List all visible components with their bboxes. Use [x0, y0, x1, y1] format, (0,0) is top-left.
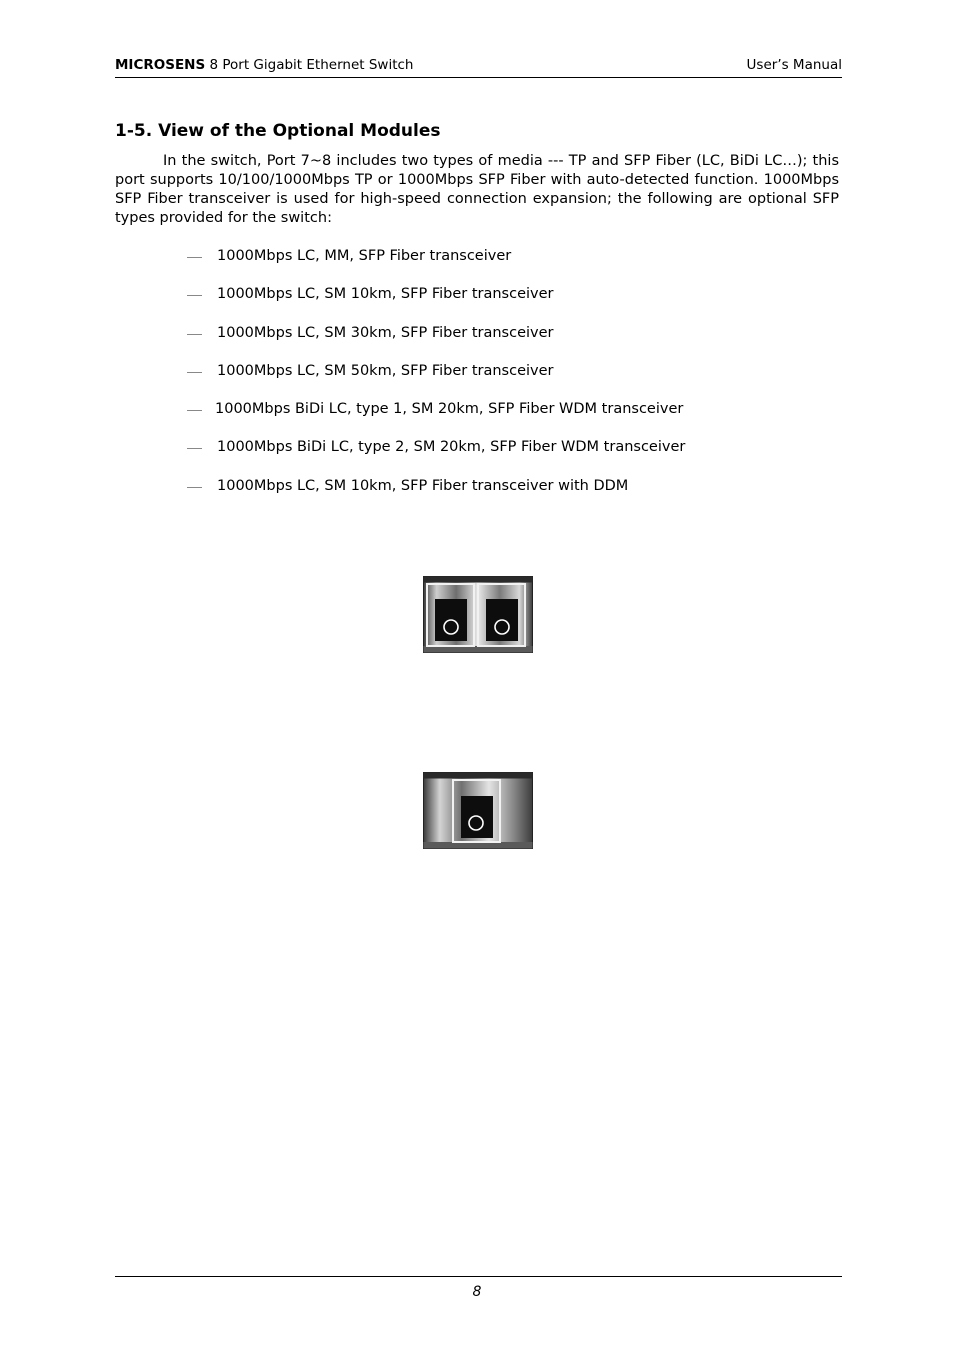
list-item-text: 1000Mbps LC, SM 30km, SFP Fiber transceiver: [217, 324, 554, 341]
bidi-lc-sfp-module-image: [423, 772, 533, 849]
footer-divider: [115, 1276, 842, 1277]
dash-bullet-icon: [187, 257, 202, 258]
dual-lc-sfp-module-image: [423, 576, 533, 653]
dash-bullet-icon: [187, 487, 202, 488]
header-title: [115, 57, 413, 73]
list-item-text: 1000Mbps LC, MM, SFP Fiber transceiver: [217, 248, 512, 264]
list-item-text: 1000Mbps BiDi LC, type 1, SM 20km, SFP Fiber WDM transceiver: [215, 401, 684, 418]
dash-bullet-icon: [187, 295, 202, 296]
list-item-text: 1000Mbps BiDi LC, type 2, SM 20km, SFP Fiber WDM transceiver: [217, 439, 686, 456]
dash-bullet-icon: [187, 334, 202, 335]
header-product: 8 Port Gigabit Ethernet Switch: [205, 57, 414, 73]
page-number: 8: [472, 1284, 482, 1300]
page-header: [115, 57, 842, 78]
dash-bullet-icon: [187, 372, 202, 373]
header-brand: MICROSENS: [115, 57, 206, 73]
intro-paragraph: In the switch, Port 7~8 includes two types of media --- TP and SFP Fiber (LC, BiDi LC…); this port supports 10/100/1000Mbps TP or 1000Mbps SFP Fiber with auto-detected function. 1000Mbps SFP Fiber transceiver is used for high-speed connection expansion; the following are optional SFP types provided for the switch:: [115, 153, 839, 226]
section-title: 1-5. View of the Optional Modules: [115, 121, 441, 141]
dash-bullet-icon: [187, 410, 202, 411]
list-item-text: 1000Mbps LC, SM 10km, SFP Fiber transceiver: [217, 286, 554, 303]
list-item-text: 1000Mbps LC, SM 50km, SFP Fiber transceiver: [217, 362, 554, 379]
list-item-text: 1000Mbps LC, SM 10km, SFP Fiber transceiver with DDM: [217, 477, 629, 494]
dash-bullet-icon: [187, 448, 202, 449]
header-manual-label: User’s Manual: [746, 57, 842, 73]
